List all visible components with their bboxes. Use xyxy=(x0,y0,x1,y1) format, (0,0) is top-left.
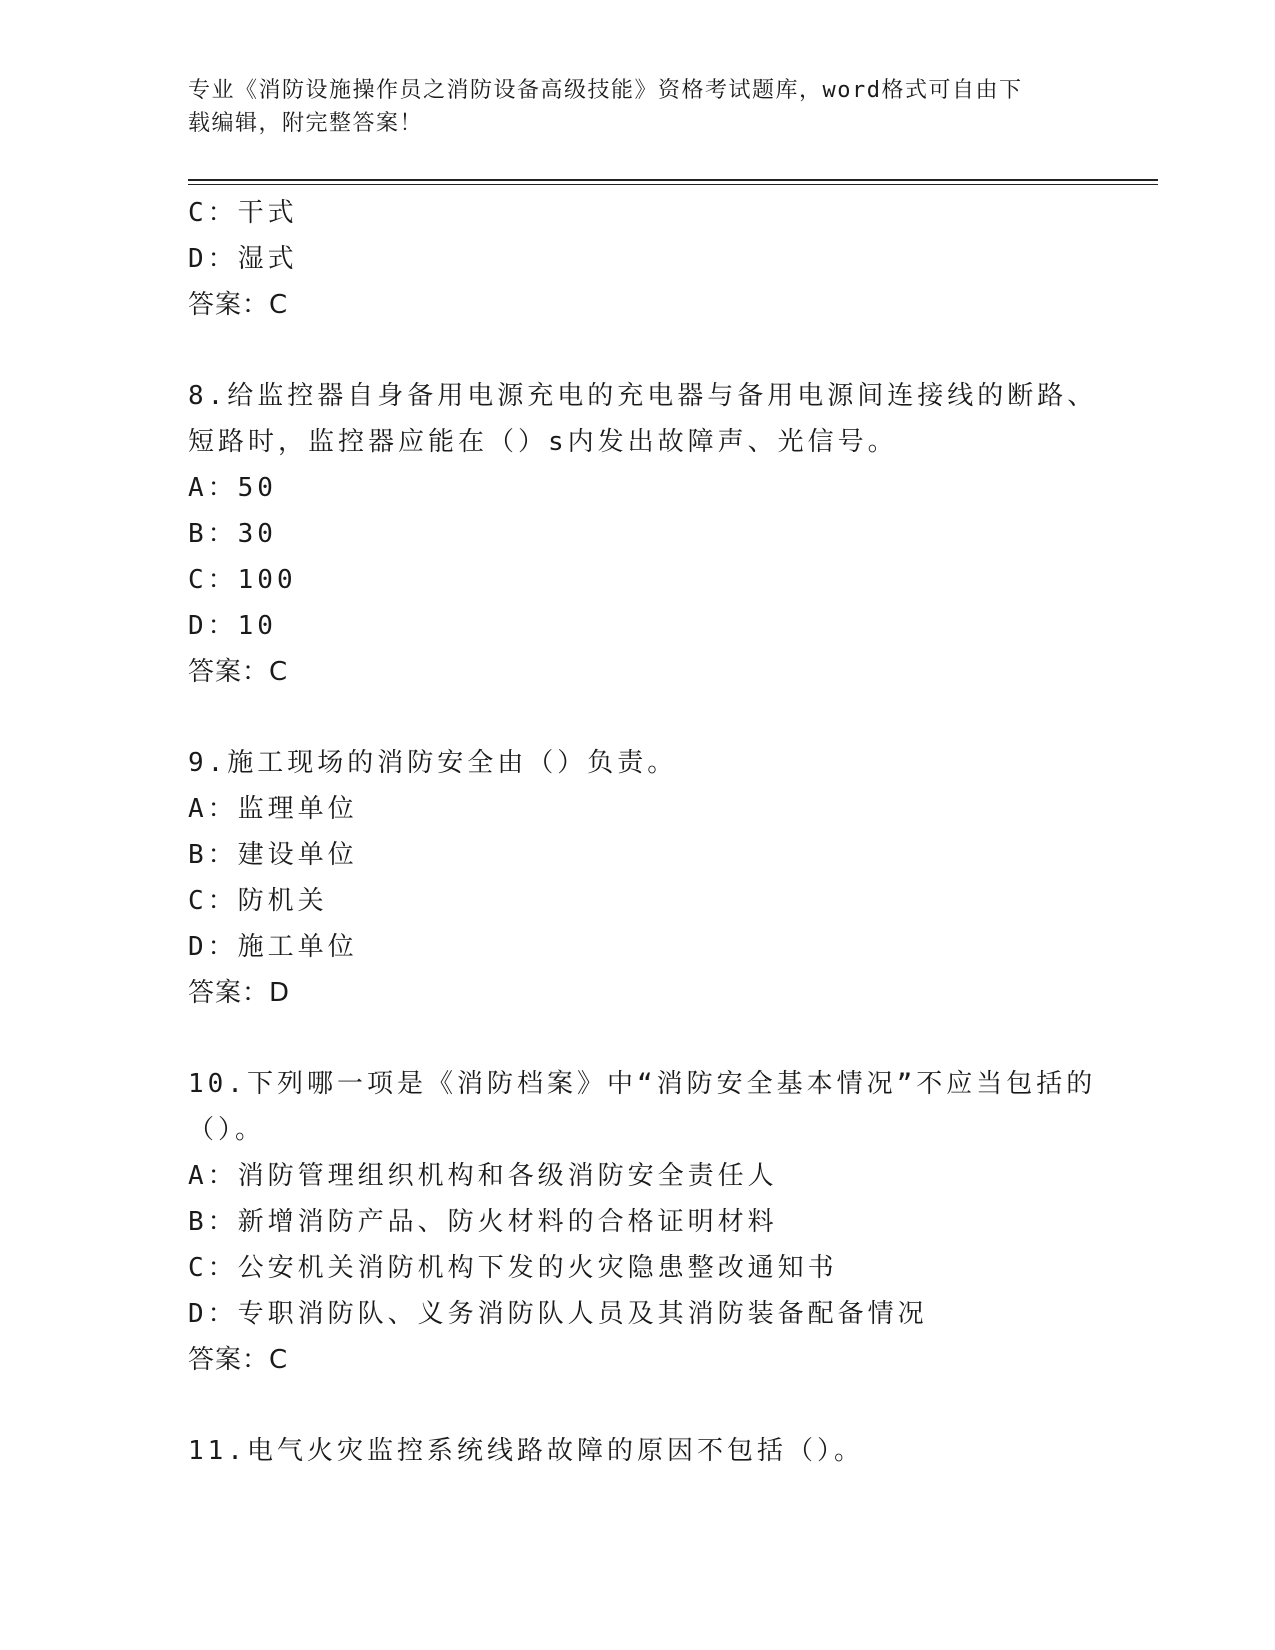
answer: 答案：C xyxy=(188,657,289,687)
answer: 答案：C xyxy=(188,290,289,320)
question-9-stem: 9.施工现场的消防安全由（）负责。 xyxy=(188,748,678,778)
option-d: D：施工单位 xyxy=(188,932,358,962)
option-b: B：新增消防产品、防火材料的合格证明材料 xyxy=(188,1207,778,1237)
option-a: A：50 xyxy=(188,473,277,503)
question-10-stem-line-2: （）。 xyxy=(188,1115,266,1145)
option-c: C：防机关 xyxy=(188,886,328,916)
option-a: A：消防管理组织机构和各级消防安全责任人 xyxy=(188,1161,778,1191)
option-d: D：湿式 xyxy=(188,244,298,274)
option-b: B：建设单位 xyxy=(188,840,358,870)
option-c: C：100 xyxy=(188,565,297,595)
header-divider-thin xyxy=(188,184,1158,185)
spacer xyxy=(188,1383,1158,1428)
question-list xyxy=(188,190,1158,1474)
question-10-stem-line-1: 10.下列哪一项是《消防档案》中“消防安全基本情况”不应当包括的 xyxy=(188,1069,1097,1099)
option-c: C：公安机关消防机构下发的火灾隐患整改通知书 xyxy=(188,1253,838,1283)
spacer xyxy=(188,328,1158,373)
spacer xyxy=(188,695,1158,740)
answer: 答案：D xyxy=(188,978,291,1008)
header-line-2: 载编辑，附完整答案！ xyxy=(188,111,424,136)
option-d: D：专职消防队、义务消防队人员及其消防装备配备情况 xyxy=(188,1299,928,1329)
spacer xyxy=(188,1016,1158,1061)
question-8-stem-line-2: 短路时，监控器应能在（）s内发出故障声、光信号。 xyxy=(188,427,898,457)
header-line-1: 专业《消防设施操作员之消防设备高级技能》资格考试题库，word格式可自由下 xyxy=(188,78,1023,103)
option-a: A：监理单位 xyxy=(188,794,358,824)
answer: 答案：C xyxy=(188,1345,289,1375)
document-header xyxy=(188,74,1088,140)
question-11-stem: 11.电气火灾监控系统线路故障的原因不包括（）。 xyxy=(188,1436,864,1466)
question-8-stem-line-1: 8.给监控器自身备用电源充电的充电器与备用电源间连接线的断路、 xyxy=(188,381,1098,411)
header-divider-thick xyxy=(188,179,1158,181)
option-b: B：30 xyxy=(188,519,277,549)
option-c: C：干式 xyxy=(188,198,298,228)
option-d: D：10 xyxy=(188,611,277,641)
